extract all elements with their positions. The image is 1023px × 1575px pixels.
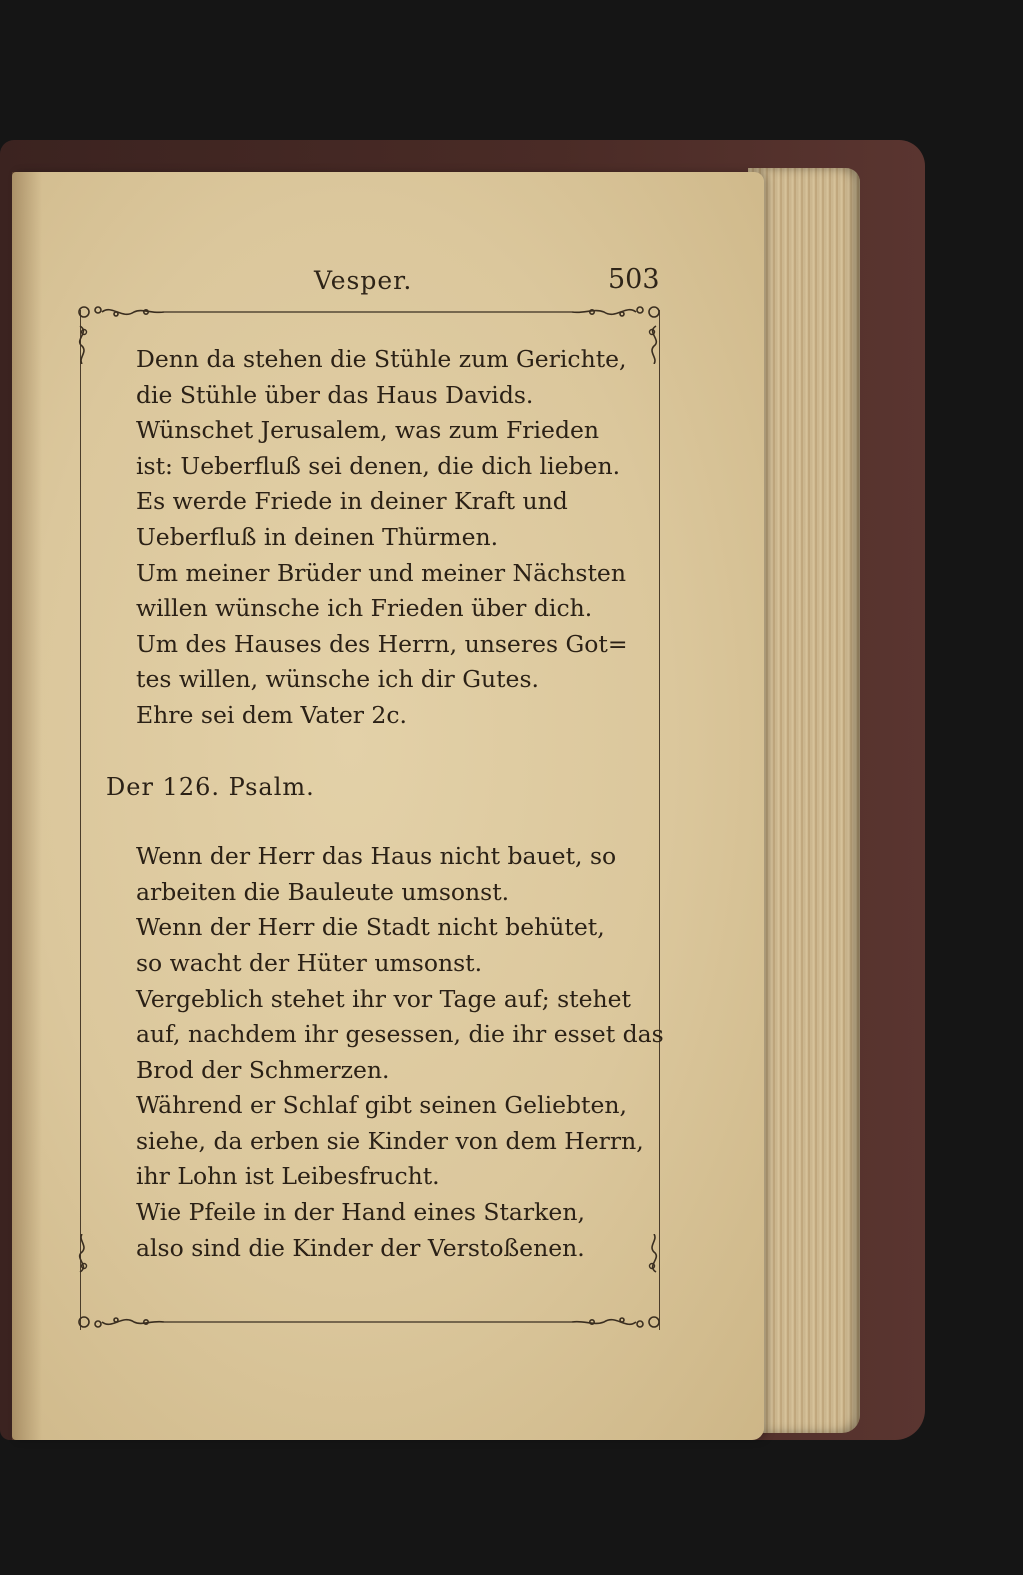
psalm-125-section (106, 342, 626, 734)
text-line: die Stühle über das Haus Davids. (136, 380, 534, 409)
paragraph (106, 413, 626, 484)
text-line: Vergeblich stehet ihr vor Tage auf; stehet (136, 984, 632, 1013)
flourish-right-icon (572, 307, 659, 317)
flourish-right-icon (572, 1317, 659, 1327)
book-page (12, 172, 764, 1440)
ornament-rule-top (72, 300, 666, 324)
paragraph (106, 1088, 644, 1195)
paragraph (106, 627, 626, 698)
text-line: Denn da stehen die Stühle zum Gerichte, (136, 345, 627, 373)
text-line: Wenn der Herr das Haus nicht bauet, so (136, 842, 617, 871)
text-line: Ehre sei dem Vater 2c. (136, 700, 408, 729)
page-edges (748, 168, 860, 1433)
corner-ornament-icon (70, 324, 100, 364)
text-line: Um meiner Brüder und meiner Nächsten (136, 558, 626, 587)
running-head-title: Vesper. (314, 266, 413, 295)
text-line: siehe, da erben sie Kinder von dem Herrn, (136, 1126, 644, 1155)
paragraph (106, 484, 626, 555)
psalm-heading: Der 126. Psalm. (106, 772, 315, 801)
text-line: arbeiten die Bauleute umsonst. (136, 877, 510, 906)
text-line: willen wünsche ich Frieden über dich. (136, 594, 593, 623)
paragraph (106, 556, 626, 627)
text-line: auf, nachdem ihr gesessen, die ihr esset das (136, 1020, 664, 1049)
spine-shadow (12, 172, 42, 1440)
running-head (12, 262, 764, 302)
text-line: ihr Lohn ist Leibesfrucht. (136, 1162, 440, 1191)
text-line: Während er Schlaf gibt seinen Geliebten, (136, 1091, 628, 1120)
text-line: Wenn der Herr die Stadt nicht behütet, (136, 913, 605, 942)
page-body-text (106, 342, 664, 1266)
paragraph (106, 1195, 626, 1266)
text-line: also sind die Kinder der Verstoßenen. (136, 1233, 585, 1262)
text-line: Um des Hauses des Herrn, unseres Got= (136, 629, 628, 658)
text-line: ist: Ueberfluß sei denen, die dich lieben. (136, 451, 621, 480)
page-number: 503 (608, 264, 660, 295)
text-line: Wünschet Jerusalem, was zum Frieden (136, 416, 600, 445)
paragraph (106, 342, 626, 413)
paragraph (106, 698, 626, 734)
corner-ornament-icon (636, 1234, 666, 1274)
paragraph (106, 839, 626, 910)
flourish-left-icon (79, 307, 164, 317)
corner-ornament-icon (636, 324, 666, 364)
corner-ornament-icon (70, 1234, 100, 1274)
text-line: Wie Pfeile in der Hand eines Starken, (136, 1198, 585, 1227)
text-line: so wacht der Hüter umsonst. (136, 948, 483, 977)
paragraph (106, 910, 626, 981)
flourish-left-icon (79, 1317, 164, 1327)
psalm-126-section (106, 839, 664, 1266)
text-line: Brod der Schmerzen. (136, 1055, 390, 1084)
text-line: Ueberfluß in deinen Thürmen. (136, 522, 499, 551)
paragraph (106, 982, 664, 1089)
text-line: Es werde Friede in deiner Kraft und (136, 487, 568, 516)
ornament-rule-bottom (72, 1310, 666, 1334)
text-line: tes willen, wünsche ich dir Gutes. (136, 665, 539, 694)
